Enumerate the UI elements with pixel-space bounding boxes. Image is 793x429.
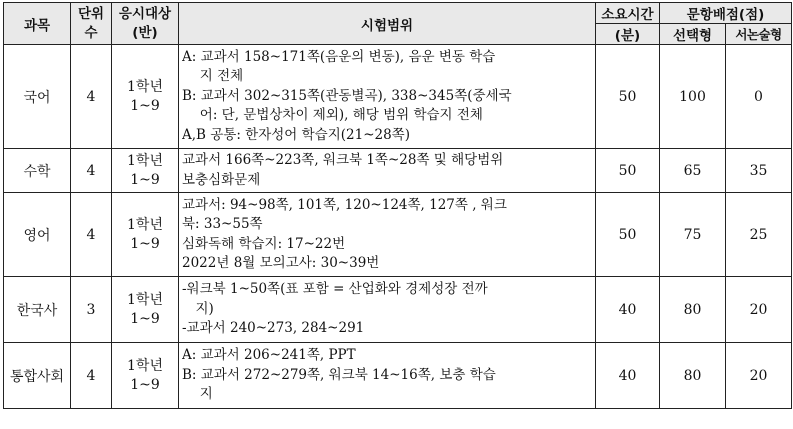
essay-score-cell: 20: [726, 277, 792, 343]
grade-line1: 1학년: [127, 152, 163, 169]
choice-score-cell: 65: [660, 149, 726, 193]
units-cell: 4: [71, 343, 112, 409]
scope-line: 지: [182, 386, 213, 403]
scope-line: 어: 단, 문법상차이 제외), 해당 범위 학습지 전체: [182, 107, 483, 124]
choice-score-cell: 80: [660, 277, 726, 343]
grade-line2: 1~9: [130, 310, 160, 327]
scope-cell: [179, 149, 596, 193]
grade-line2: 1~9: [130, 171, 160, 188]
header-subject: 과목: [4, 3, 71, 45]
scope-line: 보충심화문제: [182, 171, 261, 188]
essay-score-cell: 35: [726, 149, 792, 193]
units-cell: 4: [71, 45, 112, 149]
grade-line2: 1~9: [130, 235, 160, 252]
header-score-choice: 선택형: [660, 24, 726, 45]
header-time-unit: (분): [596, 24, 660, 45]
scope-line: -교과서 240~273, 284~291: [182, 320, 365, 337]
time-cell: 40: [596, 277, 660, 343]
grade-cell: [112, 277, 179, 343]
scope-line: 심화독해 학습지: 17~22번: [182, 235, 346, 252]
grade-cell: [112, 343, 179, 409]
choice-score-cell: 75: [660, 193, 726, 277]
exam-schedule-table: [3, 2, 792, 409]
grade-cell: [112, 149, 179, 193]
essay-score-cell: 0: [726, 45, 792, 149]
subject-cell: 수학: [4, 149, 71, 193]
scope-line: 교과서 166쪽~223쪽, 워크북 1쪽~28쪽 및 해당범위: [182, 152, 504, 168]
scope-line: B: 교과서 302~315쪽(관동별곡), 338~345쪽(중세국: [182, 87, 512, 104]
subject-cell: 영어: [4, 193, 71, 277]
table-row: [4, 343, 792, 409]
essay-score-cell: 20: [726, 343, 792, 409]
header-units: [71, 3, 112, 45]
choice-score-cell: 80: [660, 343, 726, 409]
scope-cell: [179, 277, 596, 343]
essay-score-cell: 25: [726, 193, 792, 277]
units-cell: 3: [71, 277, 112, 343]
scope-line: -워크북 1~50쪽(표 포함 = 산업화와 경제성장 전까: [182, 281, 488, 298]
choice-score-cell: 100: [660, 45, 726, 149]
header-units-line2: 수: [84, 24, 98, 41]
scope-line: 북: 33~55쪽: [182, 216, 263, 232]
scope-line: B: 교과서 272~279쪽, 워크북 14~16쪽, 보충 학습: [182, 366, 496, 383]
time-cell: 50: [596, 193, 660, 277]
table-row: [4, 45, 792, 149]
scope-line: 지): [182, 300, 214, 317]
time-cell: 50: [596, 45, 660, 149]
scope-cell: [179, 343, 596, 409]
grade-cell: [112, 193, 179, 277]
scope-line: A,B 공통: 한자성어 학습지(21~28쪽): [182, 126, 410, 143]
scope-line: 2022년 8월 모의고사: 30~39번: [182, 255, 380, 271]
scope-line: 지 전체: [182, 68, 244, 85]
grade-cell: [112, 45, 179, 149]
scope-line: 교과서: 94~98쪽, 101쪽, 120~124쪽, 127쪽 , 워크: [182, 196, 507, 213]
grade-line2: 1~9: [130, 97, 160, 114]
scope-cell: [179, 193, 596, 277]
time-cell: 40: [596, 343, 660, 409]
header-score: 문항배점(점): [660, 3, 792, 24]
units-cell: 4: [71, 149, 112, 193]
header-grade-line2: (반): [132, 24, 158, 41]
subject-cell: 한국사: [4, 277, 71, 343]
header-time: 소요시간: [596, 3, 660, 24]
subject-cell: 국어: [4, 45, 71, 149]
table-row: [4, 277, 792, 343]
table-row: [4, 193, 792, 277]
grade-line1: 1학년: [127, 291, 163, 308]
time-cell: 50: [596, 149, 660, 193]
header-score-essay: 서논술형: [726, 24, 792, 45]
grade-line1: 1학년: [127, 78, 163, 95]
header-scope: 시험범위: [179, 3, 596, 45]
scope-cell: [179, 45, 596, 149]
grade-line1: 1학년: [127, 216, 163, 233]
scope-line: A: 교과서 158~171쪽(음운의 변동), 음운 변동 학습: [182, 48, 496, 65]
subject-cell: 통합사회: [4, 343, 71, 409]
header-grade: [112, 3, 179, 45]
table-row: [4, 149, 792, 193]
units-cell: 4: [71, 193, 112, 277]
scope-line: A: 교과서 206~241쪽, PPT: [182, 347, 356, 364]
header-grade-line1: 응시대상: [118, 5, 172, 22]
header-units-line1: 단위: [77, 5, 105, 22]
grade-line2: 1~9: [130, 376, 160, 393]
grade-line1: 1학년: [127, 357, 163, 374]
